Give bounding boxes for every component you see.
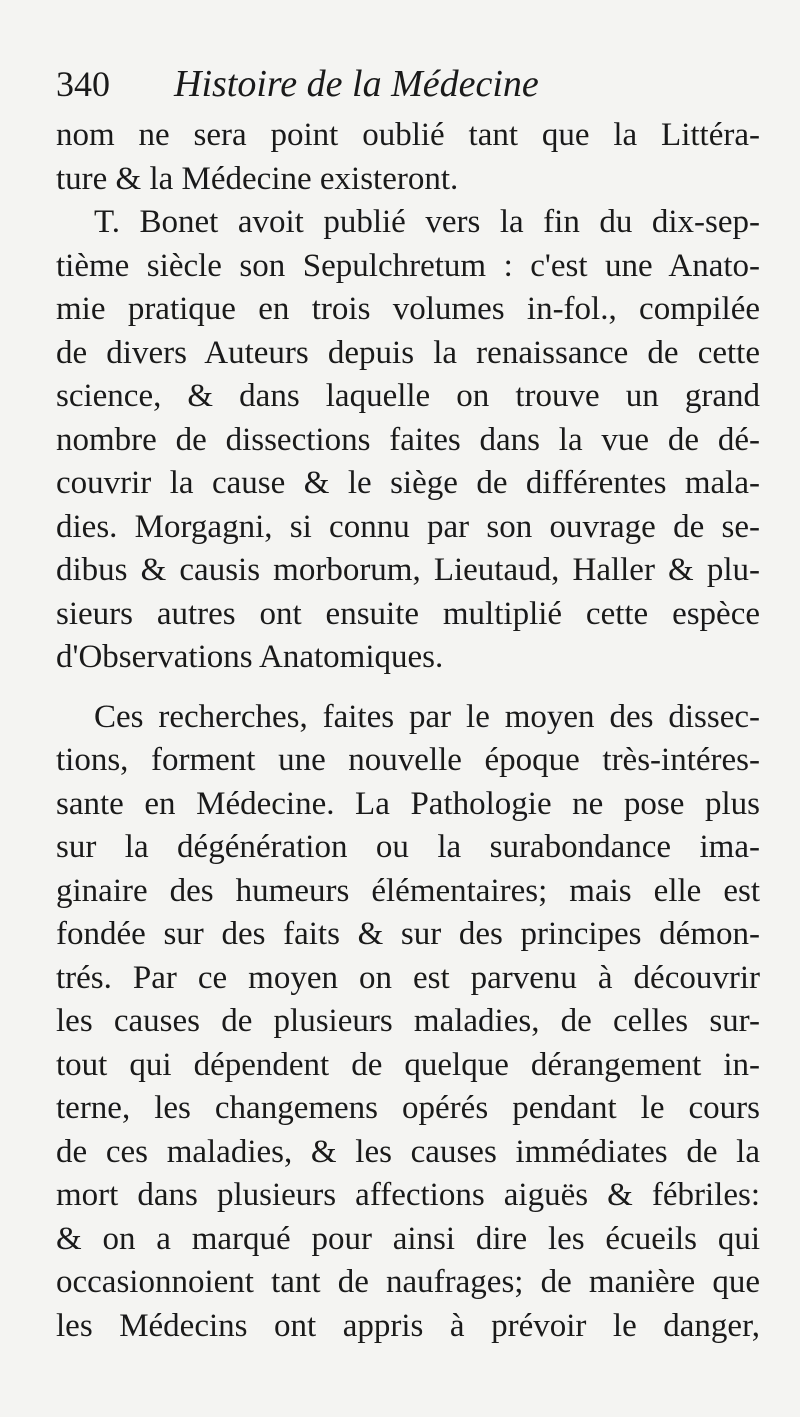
paragraph <box>56 114 760 201</box>
text-line: mort dans plusieurs affections aiguës & fébriles: <box>56 1177 760 1213</box>
running-title: Histoire de la Médecine <box>174 63 539 105</box>
paragraph <box>56 201 760 680</box>
text-line: de ces maladies, & les causes immédiates de la <box>56 1133 760 1170</box>
text-line: trés. Par ce moyen on est parvenu à découvrir <box>56 959 760 996</box>
text-line: d'Observations Anatomiques. <box>56 639 444 675</box>
text-line: de divers Auteurs depuis la renaissance de cette <box>56 334 760 371</box>
text-line: tième siècle son Sepulchretum : c'est une Anato- <box>56 247 760 284</box>
text-line: les causes de plusieurs maladies, de celles sur- <box>56 1003 760 1039</box>
text-line: occasionnoient tant de naufrages; de manière que <box>56 1264 760 1300</box>
running-header <box>56 62 760 114</box>
text-line: ture & la Médecine existeront. <box>56 160 459 197</box>
text-line: tout qui dépendent de quelque dérangement in- <box>56 1046 760 1083</box>
text-line: sur la dégénération ou la surabondance ima- <box>56 829 760 865</box>
page-number: 340 <box>56 64 110 104</box>
text-line: mie pratique en trois volumes in-fol., compilée <box>56 291 760 327</box>
text-line: nom ne sera point oublié tant que la Littéra- <box>56 117 760 153</box>
text-line: & on a marqué pour ainsi dire les écueils qui <box>56 1220 760 1257</box>
text-line: couvrir la cause & le siège de différentes mala- <box>56 465 760 501</box>
text-line: dibus & causis morborum, Lieutaud, Haller & plu- <box>56 552 760 588</box>
text-line: terne, les changemens opérés pendant le cours <box>56 1090 760 1126</box>
text-line: fondée sur des faits & sur des principes démon- <box>56 916 760 952</box>
text-line: T. Bonet avoit publié vers la fin du dix-sep- <box>94 204 760 240</box>
text-line: sieurs autres ont ensuite multiplié cette espèce <box>56 595 760 632</box>
text-line: science, & dans laquelle on trouve un grand <box>56 378 760 414</box>
text-line: nombre de dissections faites dans la vue de dé- <box>56 421 760 458</box>
text-line: les Médecins ont appris à prévoir le danger, <box>56 1307 760 1344</box>
text-line: sante en Médecine. La Pathologie ne pose plus <box>56 785 760 822</box>
text-line: dies. Morgagni, si connu par son ouvrage de se- <box>56 508 760 545</box>
paragraph <box>56 696 760 1349</box>
text-line: tions, forment une nouvelle époque très-intéres- <box>56 742 760 778</box>
text-line: ginaire des humeurs élémentaires; mais elle est <box>56 872 760 909</box>
text-line: Ces recherches, faites par le moyen des dissec- <box>94 698 760 735</box>
